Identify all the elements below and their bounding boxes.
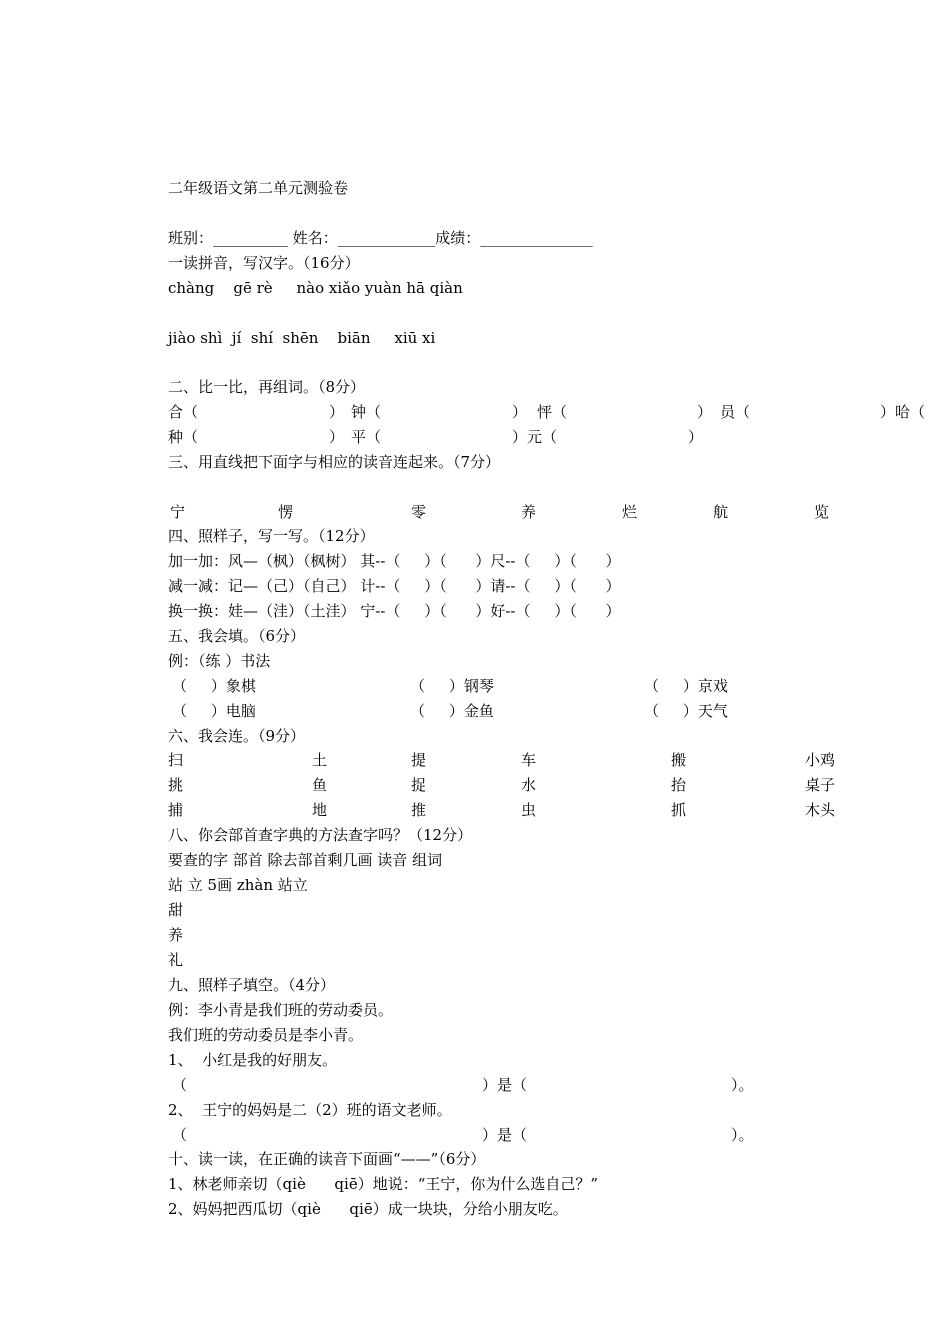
- fill-item: （ ）象棋: [172, 677, 256, 695]
- connect-char: 愣: [278, 503, 294, 521]
- fill-item: （ ）金鱼: [410, 702, 494, 720]
- compare-cell: 员（: [720, 403, 751, 421]
- match-word: 推: [411, 801, 427, 819]
- dictionary-char: 礼: [168, 951, 184, 969]
- section-5-heading: 五、我会填。（6分）: [168, 627, 306, 645]
- match-word: 桌子: [805, 776, 836, 794]
- connect-char: 零: [411, 503, 427, 521]
- match-word: 虫: [521, 801, 537, 819]
- student-info-line: 班别：__________ 姓名：_____________成绩：_______________: [168, 229, 593, 247]
- match-word: 搬: [671, 751, 687, 769]
- match-word: 水: [521, 776, 537, 794]
- match-word: 土: [312, 751, 328, 769]
- compare-cell: 怦（: [537, 403, 568, 421]
- section-6-heading: 六、我会连。（9分）: [168, 727, 306, 745]
- match-word: 抓: [671, 801, 687, 819]
- blank-part: （: [172, 1076, 188, 1094]
- connect-char: 览: [814, 503, 830, 521]
- compare-cell: 钟（: [351, 403, 382, 421]
- section-3-heading: 三、用直线把下面字与相应的读音连起来。（7分）: [168, 453, 501, 471]
- dictionary-char: 养: [168, 926, 184, 944]
- question-line: 2、 王宁的妈妈是二（2）班的语文老师。: [168, 1101, 452, 1119]
- connect-char: 烂: [622, 503, 638, 521]
- blank-part: ）是（: [482, 1126, 528, 1144]
- exercise-line: 加一加：风—（枫）（枫树） 其--（ ）（ ）尺--（ ）（ ）: [168, 552, 621, 570]
- compare-cell: ）: [329, 428, 345, 446]
- blank-part: ）是（: [482, 1076, 528, 1094]
- compare-cell: 种（: [168, 428, 199, 446]
- compare-cell: ）: [512, 403, 528, 421]
- fill-item: （ ）电脑: [172, 702, 256, 720]
- section-10-heading: 十、读一读，在正确的读音下面画“——”（6分）: [168, 1150, 486, 1168]
- connect-char: 宁: [170, 503, 186, 521]
- blank-part: （: [172, 1126, 188, 1144]
- compare-cell: 平（: [351, 428, 382, 446]
- reading-line: 2、妈妈把西瓜切（qiè qiē）成一块块，分给小朋友吃。: [168, 1200, 568, 1218]
- fill-item: （ ）钢琴: [410, 677, 494, 695]
- section-4-heading: 四、照样子，写一写。（12分）: [168, 527, 375, 545]
- example-line: 例：（练 ）书法: [168, 652, 271, 670]
- compare-cell: 合（: [168, 403, 199, 421]
- compare-cell: ）: [697, 403, 713, 421]
- match-word: 提: [411, 751, 427, 769]
- match-word: 鱼: [312, 776, 328, 794]
- compare-cell: ）: [688, 428, 704, 446]
- connect-char: 航: [713, 503, 729, 521]
- section-1-heading: 一读拼音，写汉字。（16分）: [168, 254, 360, 272]
- match-word: 小鸡: [805, 751, 836, 769]
- dictionary-char: 甜: [168, 901, 184, 919]
- fill-item: （ ）京戏: [644, 677, 728, 695]
- match-word: 捕: [168, 801, 184, 819]
- section-9-heading: 九、照样子填空。（4分）: [168, 976, 336, 994]
- pinyin-line-1: chàng gē rè nào xiǎo yuàn hā qiàn: [168, 279, 463, 297]
- blank-part: ）。: [731, 1126, 754, 1144]
- exercise-line: 减一减：记—（己）（自己） 计--（ ）（ ）请--（ ）（ ）: [168, 577, 621, 595]
- section-8-heading: 八、你会部首查字典的方法查字吗？（12分）: [168, 826, 473, 844]
- section-2-heading: 二、比一比，再组词。（8分）: [168, 378, 366, 396]
- compare-cell: ）哈（: [880, 403, 926, 421]
- pinyin-line-2: jiào shì jí shí shēn biān xiū xi: [168, 329, 436, 347]
- match-word: 挑: [168, 776, 184, 794]
- example-line: 我们班的劳动委员是李小青。: [168, 1026, 364, 1044]
- match-word: 捉: [411, 776, 427, 794]
- match-word: 地: [312, 801, 328, 819]
- match-word: 抬: [671, 776, 687, 794]
- reading-line: 1、林老师亲切（qiè qiē）地说：“王宁，你为什么选自己？”: [168, 1175, 599, 1193]
- connect-char: 养: [521, 503, 537, 521]
- exercise-line: 换一换：娃—（洼）（土洼） 宁--（ ）（ ）好--（ ）（ ）: [168, 602, 621, 620]
- compare-cell: ）: [329, 403, 345, 421]
- dictionary-header-row: 要查的字 部首 除去部首剩几画 读音 组词: [168, 851, 443, 869]
- page-title: 二年级语文第二单元测验卷: [168, 179, 349, 197]
- dictionary-example-row: 站 立 5画 zhàn 站立: [168, 876, 308, 894]
- match-word: 木头: [805, 801, 836, 819]
- match-word: 扫: [168, 751, 184, 769]
- blank-part: ）。: [731, 1076, 754, 1094]
- compare-cell: ）元（: [512, 428, 558, 446]
- question-line: 1、 小红是我的好朋友。: [168, 1051, 338, 1069]
- match-word: 车: [521, 751, 537, 769]
- fill-item: （ ）天气: [644, 702, 728, 720]
- example-line: 例：李小青是我们班的劳动委员。: [168, 1001, 394, 1019]
